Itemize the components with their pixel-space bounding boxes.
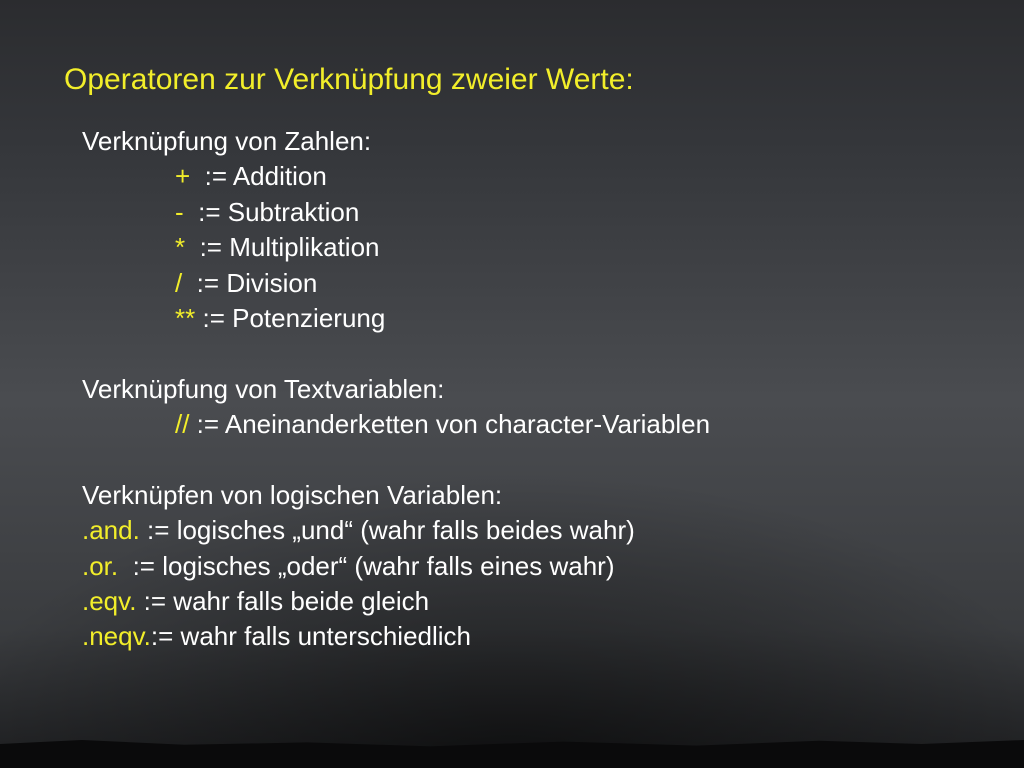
definition-sign: := xyxy=(139,515,177,546)
spacer xyxy=(82,336,1002,371)
operator-description: Potenzierung xyxy=(232,302,386,333)
operator-symbol: * xyxy=(175,232,186,263)
spacer xyxy=(82,443,1002,478)
operator-description: Division xyxy=(226,267,318,298)
operator-description: wahr falls unterschiedlich xyxy=(180,621,472,652)
text-heading: Verknüpfung von Textvariablen: xyxy=(82,373,445,404)
operator-symbol: ** xyxy=(175,302,196,333)
operator-symbol: .or. xyxy=(82,550,119,581)
definition-sign: := xyxy=(195,302,233,333)
bottom-decorative-band xyxy=(0,728,1024,768)
operator-row-concatenation xyxy=(82,407,1002,442)
definition-sign: := xyxy=(150,621,181,652)
operator-row-or xyxy=(82,549,1002,584)
operator-row-subtraction xyxy=(82,195,1002,230)
definition-sign: := xyxy=(185,232,230,263)
operator-description: logisches „oder“ (wahr falls eines wahr) xyxy=(162,550,615,581)
operator-description: Addition xyxy=(232,161,327,192)
definition-sign: := xyxy=(136,586,174,617)
operator-symbol: .neqv. xyxy=(82,621,151,652)
operator-description: logisches „und“ (wahr falls beides wahr) xyxy=(176,515,635,546)
operator-row-power xyxy=(82,301,1002,336)
operator-symbol: // xyxy=(175,409,190,440)
operator-symbol: .eqv. xyxy=(82,586,137,617)
numbers-heading: Verknüpfung von Zahlen: xyxy=(82,126,372,156)
operator-description: Multiplikation xyxy=(229,232,380,263)
operator-symbol: .and. xyxy=(82,515,140,546)
operator-description: wahr falls beide gleich xyxy=(173,586,430,617)
definition-sign: := xyxy=(183,196,228,227)
logic-heading: Verknüpfen von logischen Variablen: xyxy=(82,479,503,510)
operator-row-eqv xyxy=(82,584,1002,619)
operator-row-neqv xyxy=(82,619,1002,654)
operator-row-multiplication xyxy=(82,230,1002,265)
definition-sign: := xyxy=(190,161,233,192)
definition-sign: := xyxy=(182,267,227,298)
operator-description: Subtraktion xyxy=(227,196,360,227)
operator-symbol: + xyxy=(175,161,191,192)
slide-body xyxy=(82,124,1002,655)
definition-sign: := xyxy=(118,550,163,581)
operator-symbol: - xyxy=(175,196,184,227)
operator-row-division xyxy=(82,266,1002,301)
operator-row-addition xyxy=(82,159,1002,194)
operator-symbol: / xyxy=(175,267,183,298)
definition-sign: := xyxy=(189,409,225,440)
slide-title: Operatoren zur Verknüpfung zweier Werte: xyxy=(64,63,634,96)
operator-row-and xyxy=(82,513,1002,548)
operator-description: Aneinanderketten von character-Variablen xyxy=(224,409,711,440)
